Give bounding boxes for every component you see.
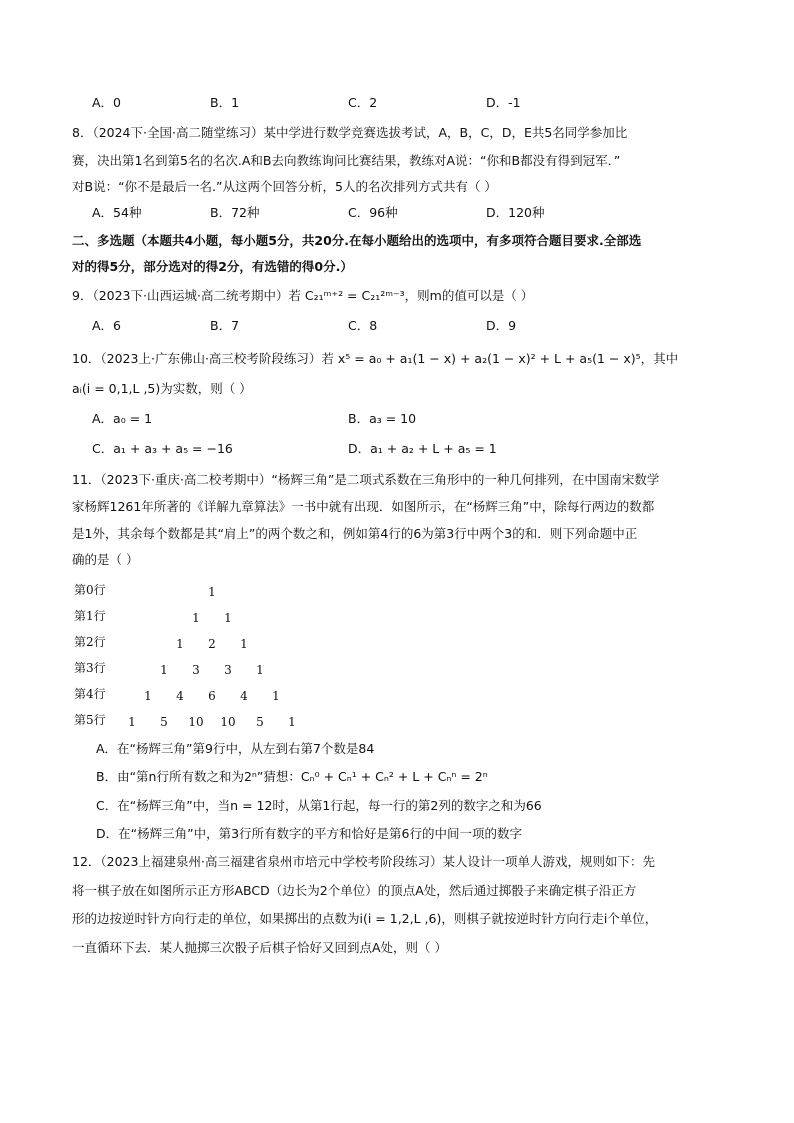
q11-option-a[interactable]: A．在“杨辉三角”第9行中，从左到右第7个数是84 xyxy=(96,741,375,756)
triangle-number: 1 xyxy=(224,611,232,625)
q8-text-line3: 对B说：“你不是最后一名.”从这两个回答分析，5人的名次排列方式共有（ ） xyxy=(72,179,497,194)
section2-heading-line2: 对的得5分，部分选对的得2分，有选错的得0分.） xyxy=(72,259,353,274)
q10-option-a[interactable]: A．a₀ = 1 xyxy=(92,411,153,426)
triangle-number: 2 xyxy=(208,637,216,651)
q9-options xyxy=(92,317,752,335)
q9-option-a[interactable]: A．6 xyxy=(92,318,122,333)
triangle-row-label: 第3行 xyxy=(74,661,106,675)
q8-text-line2: 赛，决出第1名到第5名的名次.A和B去向教练询问比赛结果，教练对A说：“你和B都没有得到冠军．” xyxy=(72,153,621,168)
triangle-number: 4 xyxy=(240,689,248,703)
triangle-number: 5 xyxy=(256,715,264,729)
q11-text-line4: 确的是（ ） xyxy=(72,552,139,567)
triangle-number: 1 xyxy=(288,715,296,729)
triangle-number: 4 xyxy=(176,689,184,703)
q9-option-c[interactable]: C．8 xyxy=(348,318,378,333)
triangle-number: 1 xyxy=(144,689,152,703)
q8-options xyxy=(92,204,752,222)
q11-text-line3: 是1外，其余每个数都是其“肩上”的两个数之和，例如第4行的6为第3行中两个3的和．则下列命题中正 xyxy=(72,526,638,541)
q10-options-row2 xyxy=(92,440,752,458)
q12-text-line1: 12．（2023上福建泉州·高三福建省泉州市培元中学校考阶段练习）某人设计一项单人游戏，规则如下：先 xyxy=(72,854,655,869)
triangle-number: 3 xyxy=(224,663,232,677)
q11-text-line2: 家杨辉1261年所著的《详解九章算法》一书中就有出现．如图所示，在“杨辉三角”中，除每行两边的数都 xyxy=(72,499,655,514)
q12-text-line4: 一直循环下去．某人抛掷三次骰子后棋子恰好又回到点A处，则（ ） xyxy=(72,940,448,955)
q10-option-c[interactable]: C．a₁ + a₃ + a₅ = −16 xyxy=(92,441,233,456)
triangle-row-label: 第4行 xyxy=(74,687,106,701)
triangle-number: 3 xyxy=(192,663,200,677)
triangle-number: 1 xyxy=(128,715,136,729)
q9-option-d[interactable]: D．9 xyxy=(486,318,517,333)
q7-option-a[interactable]: A．0 xyxy=(92,95,122,110)
triangle-row-label: 第2行 xyxy=(74,635,106,649)
triangle-number: 10 xyxy=(188,715,204,729)
q7-option-d[interactable]: D．-1 xyxy=(486,95,521,110)
q10-options-row1 xyxy=(92,410,752,428)
triangle-number: 5 xyxy=(160,715,168,729)
q10-text-line1: 10．（2023上·广东佛山·高三校考阶段练习）若 x⁵ = a₀ + a₁(1 − x) + a₂(1 − x)² + L + a₅(1 − x)⁵，其中 xyxy=(72,351,679,366)
triangle-number: 6 xyxy=(208,689,216,703)
q8-option-b[interactable]: B．72种 xyxy=(210,205,260,220)
section2-heading-line1: 二、多选题（本题共4小题，每小题5分，共20分.在每小题给出的选项中，有多项符合题目要求.全部选 xyxy=(72,233,642,248)
triangle-number: 1 xyxy=(208,585,216,599)
q12-text-line3: 形的边按逆时针方向行走的单位，如果掷出的点数为i(i = 1,2,L ,6)，则棋子就按逆时针方向行走i个单位， xyxy=(72,911,658,926)
q8-text-line1: 8．（2024下·全国·高二随堂练习）某中学进行数学竞赛选拔考试，A，B，C，D，E共5名同学参加比 xyxy=(72,125,628,140)
q10-option-d[interactable]: D．a₁ + a₂ + L + a₅ = 1 xyxy=(348,441,497,456)
triangle-row-label: 第5行 xyxy=(74,713,106,727)
q9-text: 9．（2023下·山西运城·高二统考期中）若 C₂₁ᵐ⁺² = C₂₁²ᵐ⁻³，则m的值可以是（ ） xyxy=(72,288,534,303)
q8-option-c[interactable]: C．96种 xyxy=(348,205,398,220)
triangle-number: 10 xyxy=(220,715,236,729)
q8-option-a[interactable]: A．54种 xyxy=(92,205,142,220)
q11-option-b[interactable]: B．由“第n行所有数之和为2ⁿ”猜想：Cₙ⁰ + Cₙ¹ + Cₙ² + L + Cₙⁿ = 2ⁿ xyxy=(96,769,488,784)
triangle-number: 1 xyxy=(240,637,248,651)
triangle-number: 1 xyxy=(272,689,280,703)
q8-option-d[interactable]: D．120种 xyxy=(486,205,545,220)
q7-option-b[interactable]: B．1 xyxy=(210,95,240,110)
triangle-row-label: 第1行 xyxy=(74,609,106,623)
q7-option-c[interactable]: C．2 xyxy=(348,95,378,110)
q11-option-c[interactable]: C．在“杨辉三角”中，当n = 12时，从第1行起，每一行的第2列的数字之和为66 xyxy=(96,798,542,813)
q9-option-b[interactable]: B．7 xyxy=(210,318,240,333)
q12-text-line2: 将一棋子放在如图所示正方形ABCD（边长为2个单位）的顶点A处，然后通过掷骰子来确定棋子沿正方 xyxy=(72,883,637,898)
q11-option-d[interactable]: D．在“杨辉三角”中，第3行所有数字的平方和恰好是第6行的中间一项的数字 xyxy=(96,826,522,841)
triangle-number: 1 xyxy=(192,611,200,625)
triangle-number: 1 xyxy=(256,663,264,677)
triangle-number: 1 xyxy=(160,663,168,677)
q10-option-b[interactable]: B．a₃ = 10 xyxy=(348,411,417,426)
q7-options xyxy=(92,94,752,112)
q11-text-line1: 11．（2023下·重庆·高二校考期中）“杨辉三角”是二项式系数在三角形中的一种几何排列，在中国南宋数学 xyxy=(72,472,660,487)
q10-text-line2: aᵢ(i = 0,1,L ,5)为实数，则（ ） xyxy=(72,381,252,396)
yanghui-triangle-figure xyxy=(74,580,374,740)
triangle-row-label: 第0行 xyxy=(74,583,106,597)
triangle-number: 1 xyxy=(176,637,184,651)
